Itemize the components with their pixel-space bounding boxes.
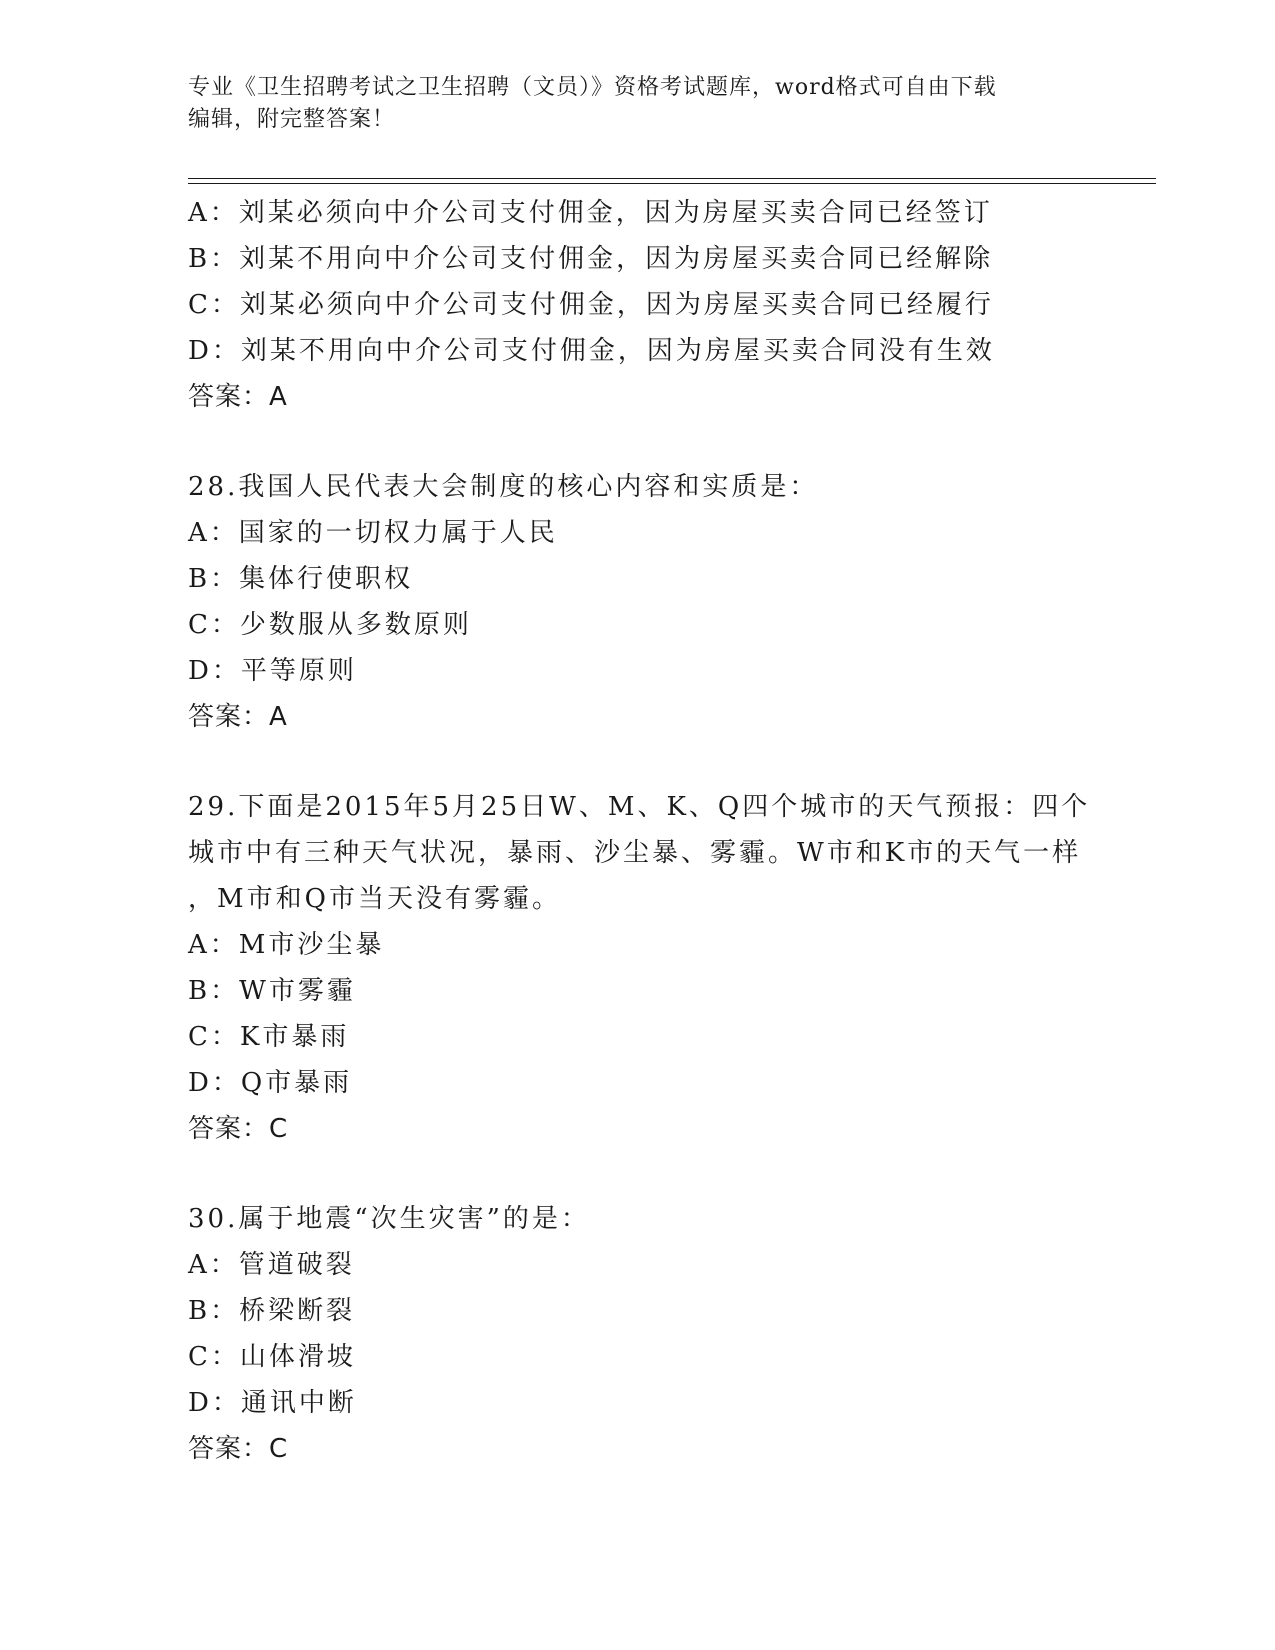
question-29-answer: 答案：C [188, 1114, 289, 1144]
question-27-option-b: B：刘某不用向中介公司支付佣金，因为房屋买卖合同已经解除 [188, 244, 994, 274]
question-28-block [188, 464, 1088, 740]
question-28-answer: 答案：A [188, 702, 288, 732]
question-29-option-d: D：Q市暴雨 [188, 1068, 353, 1098]
header-rule-bottom [188, 183, 1156, 184]
question-28-option-d: D：平等原则 [188, 656, 357, 686]
question-29-text-line-1: 29.下面是2015年5月25日W、M、K、Q四个城市的天气预报：四个 [188, 792, 1091, 822]
question-content [188, 190, 1091, 1472]
question-29-option-c: C：K市暴雨 [188, 1022, 350, 1052]
question-29-option-b: B：W市雾霾 [188, 976, 356, 1006]
spacer [188, 420, 1088, 464]
question-28-option-c: C：少数服从多数原则 [188, 610, 472, 640]
question-27-block [188, 190, 1088, 420]
header-line-1: 专业《卫生招聘考试之卫生招聘（文员）》资格考试题库，word格式可自由下载 [188, 75, 997, 100]
header-line-2: 编辑，附完整答案！ [188, 107, 396, 132]
question-27-option-a: A：刘某必须向中介公司支付佣金，因为房屋买卖合同已经签订 [188, 198, 993, 228]
question-28-text: 28.我国人民代表大会制度的核心内容和实质是： [188, 472, 819, 502]
question-30-option-d: D：通讯中断 [188, 1388, 357, 1418]
question-27-option-d: D：刘某不用向中介公司支付佣金，因为房屋买卖合同没有生效 [188, 336, 995, 366]
question-30-text: 30.属于地震“次生灾害”的是： [188, 1204, 590, 1234]
spacer [188, 740, 1088, 784]
header-rule-top [188, 178, 1156, 179]
spacer [188, 1152, 1088, 1196]
question-30-block [188, 1196, 1088, 1472]
question-30-answer: 答案：C [188, 1434, 289, 1464]
question-28-option-b: B：集体行使职权 [188, 564, 414, 594]
question-29-option-a: A：M市沙尘暴 [188, 930, 385, 960]
question-29-block [188, 784, 1091, 1152]
question-29-text-line-2: 城市中有三种天气状况，暴雨、沙尘暴、雾霾。W市和K市的天气一样 [188, 838, 1082, 868]
document-header [188, 72, 1068, 136]
question-29-text-line-3: ，M市和Q市当天没有雾霾。 [188, 884, 561, 914]
question-27-answer: 答案：A [188, 382, 288, 412]
question-28-option-a: A：国家的一切权力属于人民 [188, 518, 558, 548]
question-27-option-c: C：刘某必须向中介公司支付佣金，因为房屋买卖合同已经履行 [188, 290, 994, 320]
question-30-option-a: A：管道破裂 [188, 1250, 355, 1280]
question-30-option-c: C：山体滑坡 [188, 1342, 356, 1372]
question-30-option-b: B：桥梁断裂 [188, 1296, 356, 1326]
